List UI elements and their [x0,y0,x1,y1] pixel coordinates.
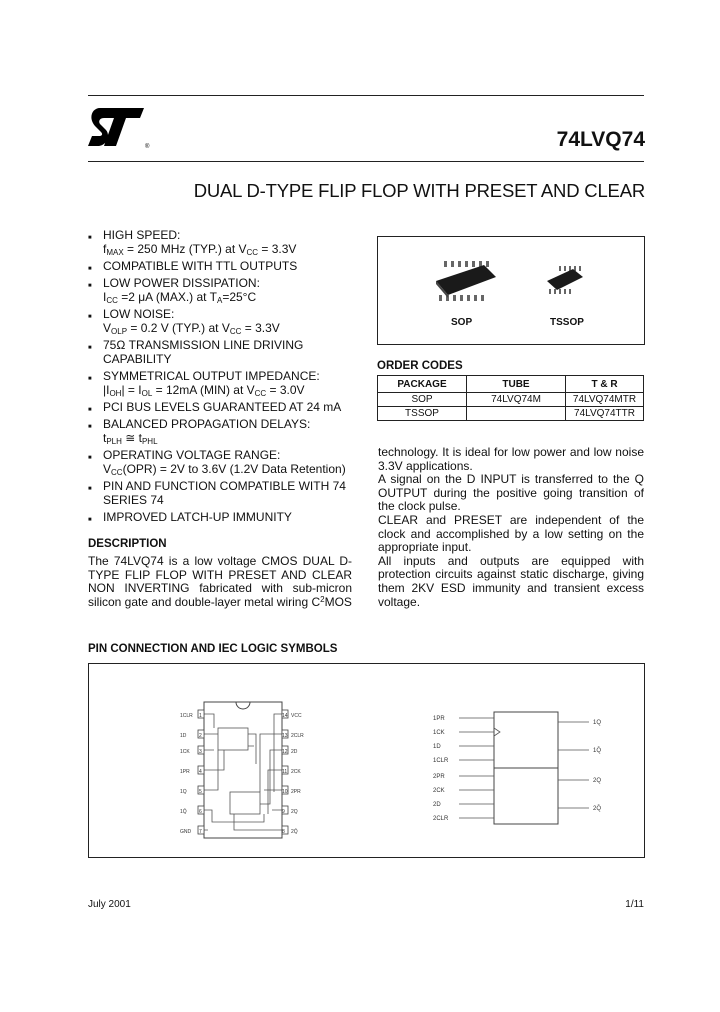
feature-item: ■ PIN AND FUNCTION COMPATIBLE WITH 74 SERIES 74 [88,479,346,507]
feature-item: ■ 75Ω TRANSMISSION LINE DRIVING CAPABILITY [88,338,304,366]
pin-diagram-box [88,663,645,858]
feature-detail: $V_{CC}(OPR) = 2V$ to 3.6V (1.2V Data Retention) [103,462,346,477]
column-header: PACKAGE [378,376,467,393]
feature-item: ■ PCI BUS LEVELS GUARANTEED AT 24 mA [88,400,342,414]
description-paragraph: A signal on the D INPUT is transferred to the Q OUTPUT during the positive going transition of the clock pulse. [378,472,644,514]
left-pin-number: 7 [199,829,202,835]
pin-section-heading: PIN CONNECTION AND IEC LOGIC SYMBOLS [88,643,338,655]
feature-item: ■ IMPROVED LATCH-UP IMMUNITY [88,510,292,524]
right-pin-number: 9 [282,809,285,815]
iec-input-label: 1CLR [433,758,449,764]
iec-input-label: 2CLR [433,816,449,822]
left-pin-number: 6 [199,809,202,815]
description-paragraph: CLEAR and PRESET are independent of the clock and accomplished by a low setting on the appropriate input. [378,512,644,555]
iec-logic-symbol [429,704,629,844]
feature-detail: $V_{OLP} = 0.2$ V (TYP.) at $V_{CC} = 3.3V$ [103,321,280,336]
feature-item: ■ COMPATIBLE WITH TTL OUTPUTS [88,259,298,273]
left-pin-label: 1Q [180,789,187,795]
tssop-label: TSSOP [550,317,584,328]
svg-text:®: ® [145,144,150,150]
right-pin-label: 2CK [291,769,301,775]
title-rule [88,161,644,162]
table-cell: SOP [378,393,467,407]
right-pin-label: 2D [291,749,298,755]
iec-output-label: 2Q [593,778,602,784]
footer-date: July 2001 [88,899,131,910]
feature-item: ■ OPERATING VOLTAGE RANGE: $V_{CC}(OPR) = 2V$ to 3.6V (1.2V Data Retention) [88,448,368,476]
column-header: T & R [566,376,644,393]
left-pin-number: 1 [199,713,202,719]
description-paragraph: technology. It is ideal for low power and low noise 3.3V applications. [378,445,644,473]
right-pin-number: 14 [282,713,288,719]
left-pin-label: GND [180,829,192,835]
document-title: DUAL D-TYPE FLIP FLOP WITH PRESET AND CLEAR [193,180,645,201]
iec-input-label: 2CK [433,788,445,794]
order-codes-heading: ORDER CODES [377,360,463,372]
right-pin-label: VCC [291,713,302,719]
sop-label: SOP [451,317,473,328]
table-cell: 74LVQ74MTR [566,393,644,407]
feature-list [88,228,368,527]
table-header-row [378,376,644,393]
package-box [377,236,645,345]
iec-input-label: 2PR [433,774,445,780]
table-row [378,407,644,421]
table-row [378,393,644,407]
right-pin-number: 8 [282,829,285,835]
iec-input-label: 1PR [433,716,445,722]
feature-item: ■ LOW POWER DISSIPATION: $I_{CC} =2$ μA (MAX.) at $T_A=25^\circ C$ [88,276,368,304]
description-paragraph: All inputs and outputs are equipped with protection circuits against static discharge, giving them 2KV ESD immunity and transient excess voltage. [378,553,644,609]
left-pin-label: 1CLR [180,713,193,719]
right-pin-label: 2Q [291,809,298,815]
table-cell: 74LVQ74TTR [566,407,644,421]
feature-item: ■ SYMMETRICAL OUTPUT IMPEDANCE: $|I_{OH}| = I_{OL} = 12mA$ (MIN) at $V_{CC} = 3.0V$ [88,369,368,397]
left-pin-label: 1PR [180,769,190,775]
iec-output-label: 1Q [593,720,602,726]
left-pin-number: 4 [199,769,202,775]
feature-detail: $I_{CC} =2$ μA (MAX.) at $T_A=25^\circ C$ [103,290,257,305]
left-pin-label: 1Q̄ [180,809,187,815]
left-pin-label: 1CK [180,749,190,755]
right-pin-number: 13 [282,733,288,739]
top-rule [88,95,644,96]
iec-output-label: 1Q̄ [593,748,602,754]
order-codes-table [377,375,644,421]
iec-input-label: 1CK [433,730,445,736]
left-pin-number: 5 [199,789,202,795]
st-logo [86,104,152,150]
feature-detail: $f_{MAX} = 250$ MHz (TYP.) at $V_{CC} = 3.3V$ [103,242,297,257]
feature-detail: $t_{PLH}$ ≅ $t_{PHL}$ [103,431,158,446]
left-pin-number: 2 [199,733,202,739]
feature-item: ■ LOW NOISE: $V_{OLP} = 0.2$ V (TYP.) at $V_{CC} = 3.3V$ [88,307,368,335]
feature-item: ■ HIGH SPEED: $f_{MAX} = 250$ MHz (TYP.) at $V_{CC} = 3.3V$ [88,228,368,256]
right-pin-number: 12 [282,749,288,755]
table-cell: TSSOP [378,407,467,421]
feature-detail: $|I_{OH}| = I_{OL} = 12mA$ (MIN) at $V_{CC} = 3.0V$ [103,383,305,398]
left-pin-label: 1D [180,733,187,739]
iec-input-label: 1D [433,744,441,750]
description-text-right [378,446,644,609]
tssop-package-icon [543,263,587,299]
description-heading: DESCRIPTION [88,538,167,550]
footer-page-number: 1/11 [625,899,644,910]
left-pin-number: 3 [199,749,202,755]
table-cell [467,407,566,421]
column-header: TUBE [467,376,566,393]
right-pin-label: 2PR [291,789,301,795]
feature-item: ■ BALANCED PROPAGATION DELAYS: $t_{PLH}$ ≅ $t_{PHL}$ [88,417,368,445]
right-pin-number: 11 [282,769,288,775]
pin-connection-diagram [174,694,314,854]
right-pin-number: 10 [282,789,288,795]
right-pin-label: 2CLR [291,733,304,739]
part-number: 74LVQ74 [556,128,645,151]
description-text-left: The 74LVQ74 is a low voltage CMOS DUAL D-TYPE FLIP FLOP WITH PRESET AND CLEAR NON INVERTING fabricated with sub-micron silicon gate and double-layer metal wiring $C^2MOS$ [88,554,352,609]
sop-package-icon [430,257,500,307]
right-pin-label: 2Q̄ [291,829,298,835]
iec-input-label: 2D [433,802,441,808]
table-cell: 74LVQ74M [467,393,566,407]
iec-output-label: 2Q̄ [593,806,602,812]
